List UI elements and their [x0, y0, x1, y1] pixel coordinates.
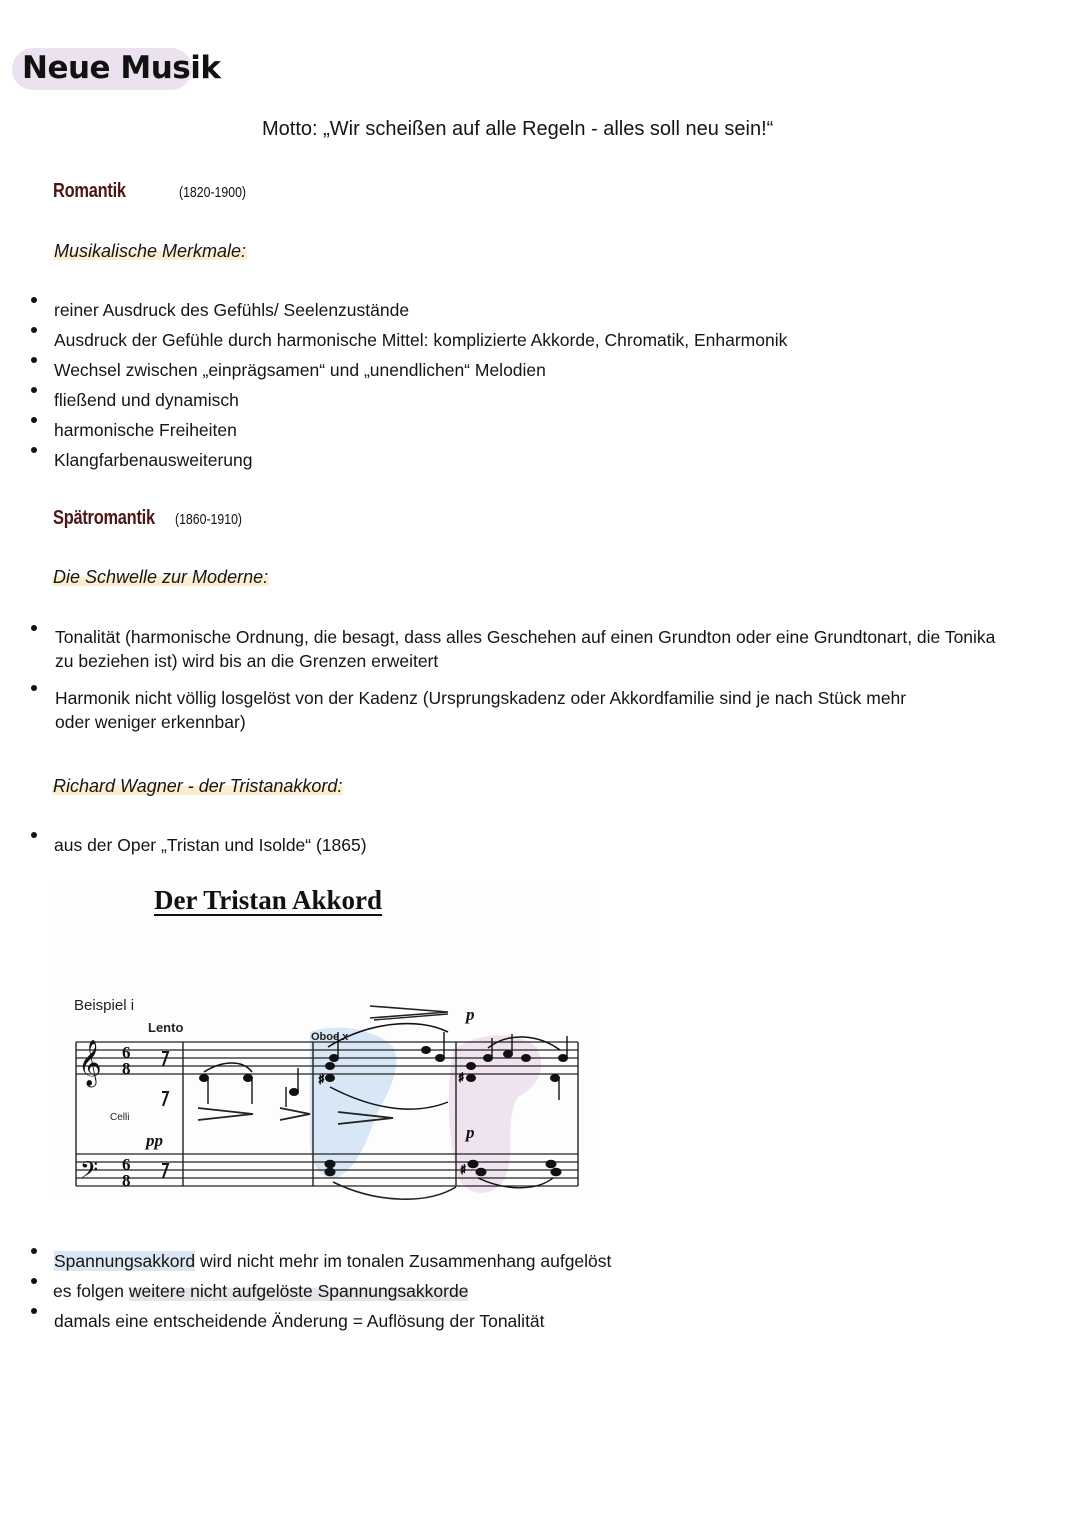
- romantik-item: reiner Ausdruck des Gefühls/ Seelenzustände: [54, 300, 410, 320]
- celli-label: Celli: [110, 1112, 130, 1123]
- bullet-icon: [31, 625, 37, 631]
- page-title: Neue Musik: [22, 50, 221, 86]
- treble-clef-icon: 𝄞: [78, 1040, 102, 1086]
- dynamic-p-mid: p: [466, 1123, 475, 1142]
- wagner-subheading-text: Richard Wagner - der Tristanakkord:: [53, 776, 343, 796]
- dynamic-pp: pp: [146, 1131, 163, 1150]
- time-sig-bass-top: 6: [122, 1155, 131, 1174]
- bullet-icon: [31, 832, 37, 838]
- rest-bass: [162, 1164, 168, 1178]
- conclusion-item-1: [54, 1249, 611, 1273]
- romantik-subheading-text: Musikalische Merkmale:: [54, 241, 247, 261]
- spaetromantik-years: (1860-1910): [175, 511, 243, 528]
- svg-text:♯: ♯: [318, 1072, 325, 1088]
- bullet-icon: [31, 1248, 37, 1254]
- svg-text:♯: ♯: [460, 1163, 467, 1178]
- example-label: Beispiel i: [74, 997, 135, 1014]
- motto: Motto: „Wir scheißen auf alle Regeln - alles soll neu sein!“: [262, 118, 774, 140]
- spannungsakkord-highlight: Spannungsakkord: [54, 1251, 196, 1271]
- spaetromantik-item-1-line1: Tonalität (harmonische Ordnung, die besagt, dass alles Geschehen auf einen Grundton oder eine Grundtonart, die Tonika: [55, 627, 996, 647]
- romantik-item: Ausdruck der Gefühle durch harmonische Mittel: komplizierte Akkorde, Chromatik, Enharmonik: [54, 330, 788, 350]
- bullet-icon: [31, 327, 37, 333]
- bullet-icon: [31, 297, 37, 303]
- bullet-icon: [31, 357, 37, 363]
- spaetromantik-subheading-text: Die Schwelle zur Moderne:: [53, 567, 269, 587]
- bullet-icon: [31, 447, 37, 453]
- time-sig-treble-top: 6: [122, 1043, 131, 1062]
- measure-2-end-notes: [422, 1032, 445, 1062]
- measure-1-notes: [200, 1063, 299, 1107]
- spaetromantik-item-2-line2: oder weniger erkennbar): [55, 712, 246, 732]
- score-title: Der Tristan Akkord: [154, 885, 383, 915]
- bullet-icon: [31, 417, 37, 423]
- bullet-icon: [31, 1278, 37, 1284]
- decrescendo-m1: [280, 1108, 310, 1120]
- bullet-icon: [31, 1308, 37, 1314]
- crescendo-m1: [198, 1108, 253, 1120]
- romantik-item: Wechsel zwischen „einprägsamen“ und „unendlichen“ Melodien: [54, 360, 546, 380]
- spaetromantik-heading: Spätromantik: [53, 507, 155, 529]
- tie-bass: [333, 1182, 456, 1199]
- dynamic-p-top: p: [466, 1005, 475, 1024]
- wagner-item: aus der Oper „Tristan und Isolde“ (1865): [54, 835, 367, 855]
- spaetromantik-item-2: [55, 686, 906, 734]
- wagner-subheading: [52, 776, 343, 797]
- romantik-subheading: [53, 241, 247, 262]
- romantik-item: Klangfarbenausweiterung: [54, 450, 253, 470]
- conclusion-item-1-rest: wird nicht mehr im tonalen Zusammenhang aufgelöst: [195, 1251, 612, 1271]
- spaetromantik-item-1-line2: zu beziehen ist) wird bis an die Grenzen erweitert: [55, 651, 439, 671]
- romantik-years: (1820-1900): [179, 184, 247, 201]
- bass-clef-icon: 𝄢: [80, 1156, 99, 1189]
- tempo-label: Lento: [148, 1020, 184, 1035]
- weitere-akkorde-highlight: weitere nicht aufgelöste Spannungsakkorde: [128, 1281, 469, 1301]
- rest-treble: [162, 1052, 168, 1066]
- romantik-item: fließend und dynamisch: [54, 390, 239, 410]
- conclusion-item-2-start: es folgen: [53, 1281, 129, 1301]
- crescendo-top: [370, 1006, 448, 1018]
- bullet-icon: [31, 685, 37, 691]
- spaetromantik-item-1: [55, 625, 995, 673]
- spaetromantik-subheading: [52, 567, 269, 588]
- conclusion-item-2: [53, 1279, 468, 1303]
- romantik-item: harmonische Freiheiten: [54, 420, 237, 440]
- time-sig-treble-bottom: 8: [122, 1059, 131, 1078]
- time-sig-bass-bottom: 8: [122, 1171, 131, 1190]
- romantik-heading: Romantik: [53, 180, 126, 202]
- bullet-icon: [31, 387, 37, 393]
- oboe-label: Oboe x: [311, 1031, 349, 1043]
- svg-text:♯: ♯: [458, 1071, 465, 1086]
- rest-celli: [162, 1092, 168, 1106]
- conclusion-item-3: damals eine entscheidende Änderung = Auflösung der Tonalität: [54, 1311, 545, 1331]
- spaetromantik-item-2-line1: Harmonik nicht völlig losgelöst von der Kadenz (Ursprungskadenz oder Akkordfamilie sind je nach Stück mehr: [55, 688, 907, 708]
- tristan-score: [48, 882, 593, 1200]
